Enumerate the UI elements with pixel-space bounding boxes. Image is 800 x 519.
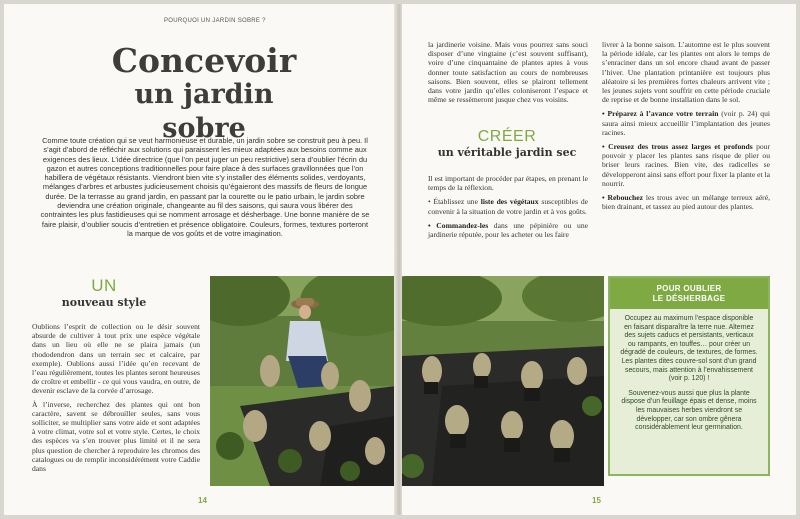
right-page — [402, 4, 796, 515]
section-heading-nouveau-style — [28, 276, 180, 309]
bullet-item — [428, 221, 588, 239]
title-line-2: un jardin sobre — [134, 79, 274, 144]
intro-paragraph — [40, 136, 370, 238]
body-paragraph: À l’inverse, recherchez des plantes qui ont bon caractère, savent se débrouiller seules, sans vous solliciter, se multiplier sans votre aide et sont adaptées à votre climat, votre sol et votre style. Certes, le choix des espèces va s’en trouver plus limité et il ne sera plus question de chercher à reproduire les chromos des catalogues ou de remplir inconsidérément votre Caddie dans — [32, 399, 200, 474]
bullet-bold: liste des végétaux — [480, 197, 539, 207]
section-title: nouveau style — [61, 296, 147, 309]
tip-box-body — [610, 309, 768, 445]
bullet-bold: • Commandez-les — [428, 220, 489, 230]
bullet-bold: • Préparez à l’avance votre terrain — [602, 109, 719, 119]
bullet-item — [602, 109, 770, 137]
garden-photo-right-image — [402, 276, 604, 486]
right-column-2 — [602, 40, 770, 216]
tip-box-title — [610, 278, 768, 309]
body-paragraph: la jardinerie voisine. Mais vous pourrez sans souci disposer d’une vingtaine (c’est souvent suffisant), voire d’une cinquantaine de plantes aptes à vous donner toute satisfaction au cours de nombreuses saisons. Bien souvent, elles se plairont tellement dans votre jardin qu’elles coloniseront l’espace et même se ressèmeront jusque chez vos voisins. — [428, 40, 588, 105]
section-title: un véritable jardin sec — [437, 146, 577, 159]
body-paragraph: livrer à la bonne saison. L’automne est le plus souvent la période idéale, car les plantes ont alors le temps de s’enraciner dans un sol encore chaud avant de passer l’hiver. Une plantation printanière est toujours plus aléatoire si les premières fortes chaleurs arrivent vite ; les jeunes sujets vont souffrir en cette période cruciale de reprise et de bonne installation dans le sol. — [602, 40, 770, 105]
bullet-rest: susceptibles de convenir à la situation de votre jardin et à vos goûts. — [428, 197, 589, 216]
tip-box-title-line-2: LE DÉSHERBAGE — [652, 294, 726, 303]
body-paragraph: Oublions l’esprit de collection ou le désir souvent absurde de cultiver à tout prix une espèce végétale dans un lieu où elle ne se plaira jamais (un rhododendron dans un terrain sec et calcaire, par exemple). Oublions aussi l’idée qu’en recevant de l’eau régulièrement, toutes les plantes seront heureuses de croître et embellir - ce qui vous vaudra, en outre, de devenir esclave de la corvée d’arrosage. — [32, 322, 200, 396]
bullet-rest: dans une pépinière ou une jardinerie réputée, pour les acheter ou les faire — [428, 220, 588, 240]
tip-paragraph: Souvenez-vous aussi que plus la plante dispose d’un feuillage épais et dense, moins les mauvaises herbes viendront se développer, car son ombre gênera considérablement leur germination. — [621, 389, 757, 432]
bullet-bold: • Rebouchez — [602, 193, 643, 203]
page-number: 15 — [592, 496, 601, 505]
right-column-1-top — [428, 40, 588, 108]
page-title — [104, 41, 304, 146]
tip-paragraph: Occupez au maximum l’espace disponible en faisant disparaître la terre nue. Alternez des sujets caducs et persistants, verticaux ou rampants, en touffes… pour créer un dégradé de couleurs, de textures, de formes. Les plantes dites couvre-sol sont d’un grand secours, mais attention à l’envahissement (voir p. 120) ! — [620, 315, 758, 383]
bullet-rest: (voir p. 24) qui saura ainsi mieux accueillir l’implantation des jeunes racines. — [602, 109, 770, 137]
bullet-rest: pour pouvoir y placer les plantes sans risque de plier ou briser leurs racines. Bien vite, des radicelles se développeront ainsi sans effort pour fixer la plante et la nourrir. — [602, 142, 770, 188]
section-heading-creer — [432, 128, 582, 159]
tip-box-title-line-1: POUR OUBLIER — [656, 284, 722, 293]
left-page — [4, 4, 396, 515]
bullet-item — [602, 193, 770, 211]
section-kicker: UN — [91, 276, 117, 295]
bullet-lead: • Établissez une — [428, 197, 481, 207]
section-kicker: CRÉER — [477, 128, 537, 145]
running-head: POURQUOI UN JARDIN SOBRE ? — [164, 18, 266, 24]
bullet-rest: les trous avec un mélange terreux aéré, bien drainant, et tassez au pied autour des plantes. — [602, 193, 770, 212]
garden-photo-right — [402, 276, 604, 486]
garden-photo-left-image — [210, 276, 396, 486]
garden-photo-left — [210, 276, 396, 486]
intro-text: Comme toute création qui se veut harmonieuse et durable, un jardin sobre se construit peu à peu. Il s’agit d’abord de réfléchir aux solutions qui paraissent les mieux adaptées aux besoins comme aux exigences des lieux. L’idée directrice (que l’on peut juger un peu restrictive) sera d’oublier l’écrin du gazon et autres conceptions traditionnelles pour faire place à des surfaces gravillonnées que l’on habillera de végétaux résistants. Viendront bien vite s’y installer des éléments solides, verdoyants, mélanges d’arbres et arbustes judicieusement choisis qu’égaieront des massifs de fleurs de longue durée. De la terrasse au grand jardin, en passant par la courette ou le patio urbain, le jardin sobre deviendra une création originale, changeante au fil des saisons, qui saura vous libérer des contraintes les plus fastidieuses qui se nomment arrosage et désherbage. Une bonne manière de se faire plaisir, d’oublier soucis d’entretien et présence obligatoire. Couleurs, formes, textures porteront la marque de vos goûts et de votre imagination. — [40, 136, 370, 238]
right-column-1-body — [428, 174, 588, 244]
page-number: 14 — [198, 496, 207, 505]
bullet-bold: • Creusez des trous assez larges et profonds — [602, 142, 753, 152]
body-paragraph: Il est important de procéder par étapes, en prenant le temps de la réflexion. — [428, 174, 588, 193]
left-body-column — [32, 322, 200, 477]
title-line-1: Concevoir — [111, 41, 297, 80]
bullet-item — [602, 142, 770, 188]
tip-box-desherbage — [608, 276, 770, 476]
bullet-item — [428, 197, 588, 215]
